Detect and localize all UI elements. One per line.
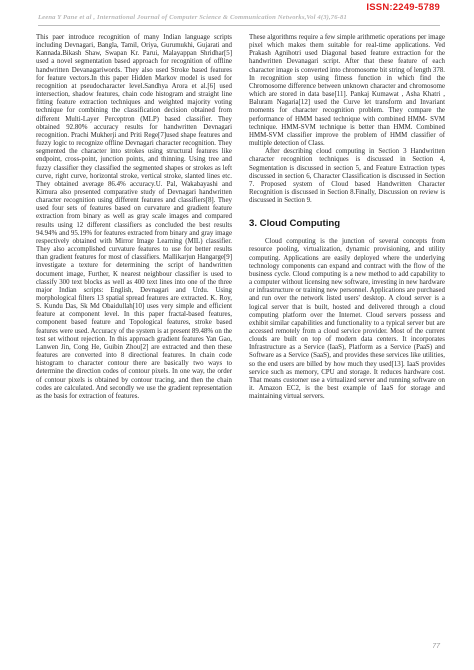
right-paragraph-3: Cloud computing is the junction of several concepts from resource pooling, virtualization, dynamic provisioning, and utility computing. Applications are easily deployed where the underlying technology components can expand and contract with the flow of the business cycle. Cloud computing is a new method to add capability to a computer without licensing new software, investing in new hardware or infrastructure or training new personnel. Applications are purchased and run over the network listed users' desktop. A cloud server is a logical server that is built, hosted and delivered through a cloud computing platform over the Internet. Cloud servers possess and exhibit similar capabilities and functionality to a typical server but are accessed remotely from a cloud service provider. Most of the current clouds are built on top of modern data centers. It incorporates Infrastructure as a Service (IaaS), Platform as a Service (PaaS) and Software as a Service (SaaS), and provides these services like utilities, so the end users are billed by how much they used[13]. IaaS provides service such as memory, CPU and storage. It reduces hardware cost. That means customer use a virtualized server and running software on it. Amazon EC2, is the best example of IaaS for storage and maintaining virtual servers. [249, 238, 445, 401]
page-number: 77 [432, 643, 440, 650]
page-header [0, 0, 474, 32]
right-paragraph-2: After describing cloud computing in Section 3 Handwritten character recognition techniques is discussed in Section 4, Segmentation is discussed in section 5, and Feature Extraction types discussed in section 6, Character Classification is discussed in Section 7. Proposed system of Cloud based Handwritten Character Recognition is discussed in Section 8.Finally, Discussion on review is discussed in Section 9. [249, 148, 445, 205]
left-paragraph-1: This paer introduce recognition of many Indian language scripts including Devnagari, Bangla, Tamil, Oriya, Gurumukhi, Gujarati and Kannada.Bikash Shaw, Swapan Kr. Parui, Malayappan Shridhar[5] used a novel segmentation based approach for recognition of offline handwritten Devanagariwords. They also used Stroke based features for feature vectors.In this paper Hidden Markov model is used for recognition at pseudocharacter level.Sandhya Arora et al.[6] used intersection, shadow features, chain code histogram and straight line fitting feature extraction techniques and weighted majority voting technique for combining the classification decision obtained from different Multi-Layer Perceptron (MLP) based classifier. They obtained 92.80% accuracy results for handwritten Devnagari recognition. Prachi Mukherji and Priti Rege[7]used shape features and fuzzy logic to recognize offline Devnagari character recognition. They segmented the character into strokes using structural features like endpoint, cross-point, junction points, and thinning. Using tree and fuzzy classifier they classified the segmented shapes or strokes as left curve, right curve, horizontal stroke, vertical stroke, slanted lines etc. They obtained average 86.4% accuracy.U. Pal, Wakabayashi and Kimura also presented comparative study of Devnagari handwritten character recognition using different features and classifiers[8]. They used four sets of features based on curvature and gradient feature extraction from binary as well as gray scale images and compared results using 12 different classifiers as concluded the best results 94.94% and 95.19% for features extracted from binary and gray image respectively obtained with Mirror Image Learning (MIL) classifier. They also accomplished curvature features to use for better results than gradient features for most of classifiers. Mallikarjun Hangarge[9] investigate a texture for determining the script of handwritten document image, Further, K nearest neighbour classifier is used to classify 300 text blocks as well as 400 text lines into one of the three major Indian scripts: English, Devnagari and Urdu. Using morphological filters 13 spatial spread features are extracted. K. Roy, S. Kundu Das, Sk Md Obaidullah[10] uses very simple and efficient feature at component level. In this paper fractal-based features, component based feature and Topological features, stroke based features were used. Accuracy of the system is at present 89.48% on the test set without rejection. In this approach gradient features Yan Gao, Lanwen Jin, Cong He, Guibin Zhou[2] are extracted and then these features are converted into 8 directional features. In chain code histogram to character contour there are basically two ways to determine the direction codes of contour pixels. In one way, the order of contour pixels is obtained by contour tracing, and then the chain codes are calculated. And secondly we use the gradient representation as the basis for extraction of features. [36, 34, 232, 400]
issn-label: ISSN:2249-5789 [366, 2, 440, 13]
right-paragraph-1: These algorithms require a few simple arithmetic operations per image pixel which makes them suitable for real-time applications. Ved Prakash Agnihotri used Diagonal based feature extraction for the handwritten Devanagari script. After that these feature of each character image is converted into chromosome bit string of length 378. In recognition step using fitness function in which find the Chromosome difference between unknown character and chromosome which are stored in data base[11]. Pankaj Kumawat , Asha Khatri , Baluram Nagaria[12] used the Curve let transform and Invariant moments for character recognition problem. They compare the performance of HMM based technique with combined HMM- SVM technique. HMM-SVM technique is better than HMM. Combined HMM-SVM classifier improve the problem of HMM classifier of multiple detection of Class. [249, 34, 445, 148]
right-column [249, 34, 445, 401]
header-divider [38, 25, 440, 26]
journal-citation: Leena Y Pane et al , International Journal of Computer Science & Communication Networks,Vol 4(3),76-81 [38, 14, 347, 21]
left-column [36, 34, 232, 401]
section-heading-cloud-computing: 3. Cloud Computing [249, 218, 341, 230]
